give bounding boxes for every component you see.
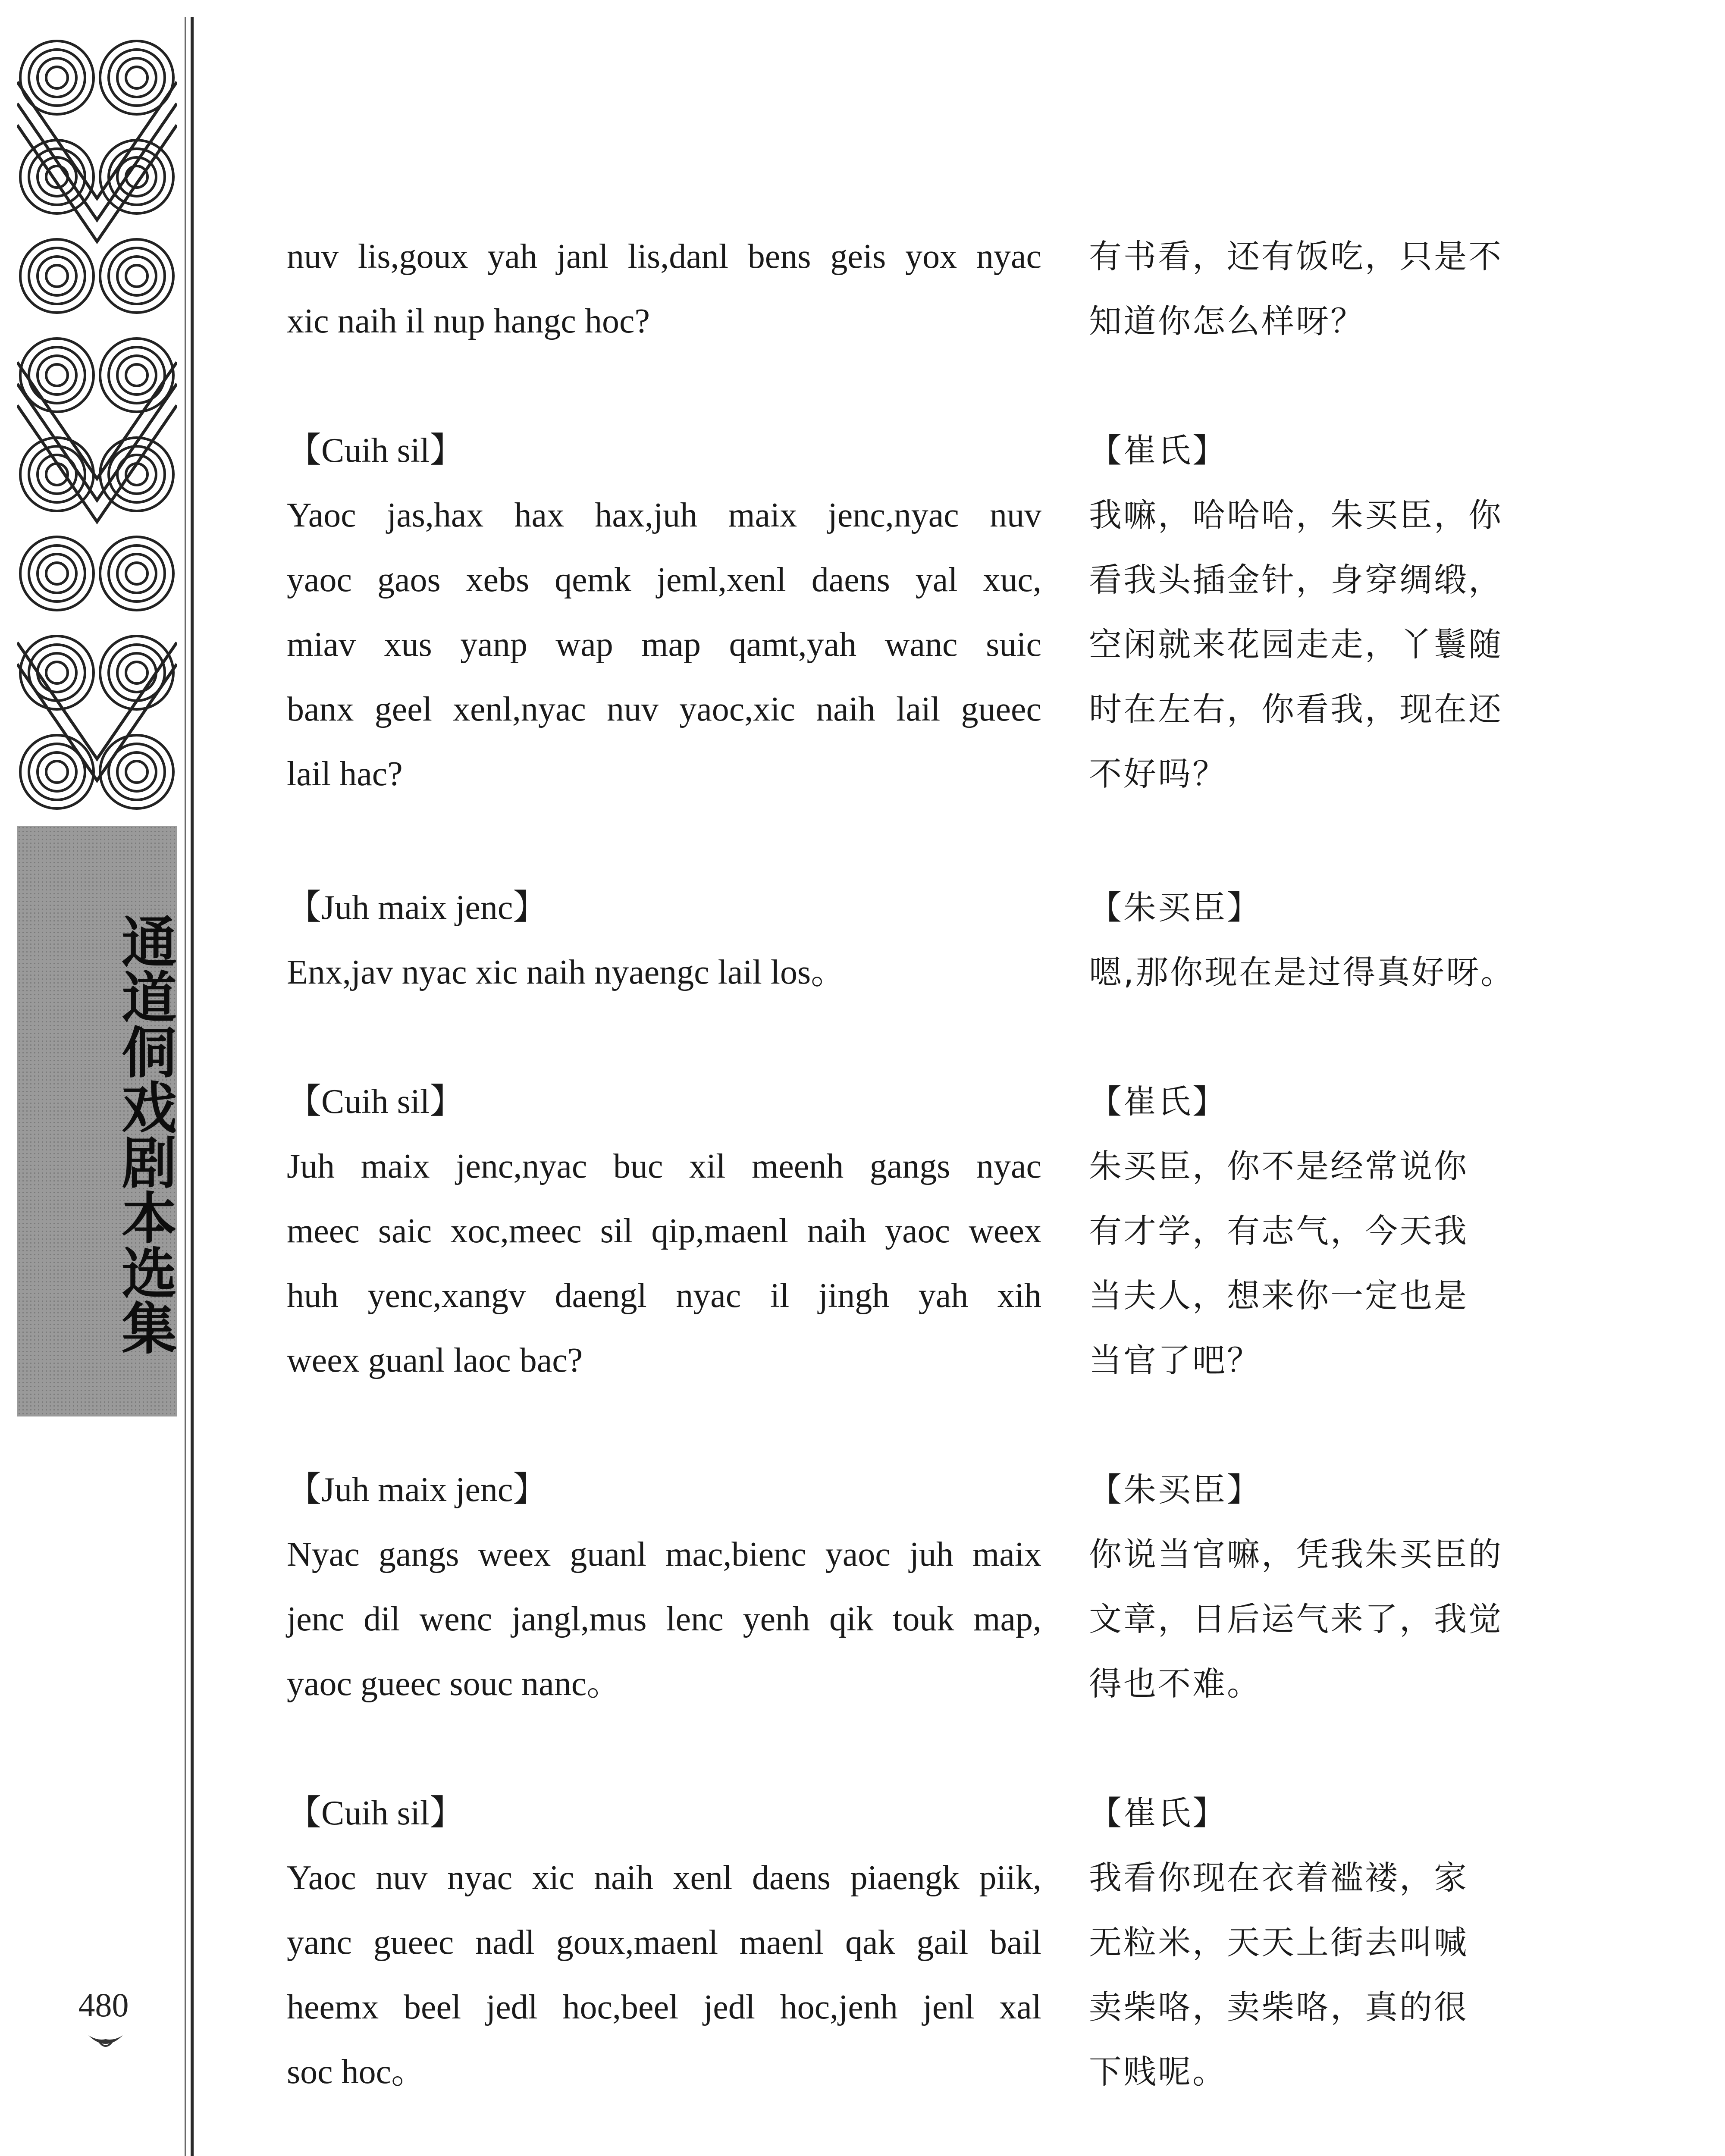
chinese-block [1089, 224, 1555, 354]
pinyin-block [287, 875, 1041, 1005]
chinese-line: 有书看，还有饭吃，只是不 [1089, 237, 1503, 276]
chinese-line: 你说当官嘛，凭我朱买臣的 [1089, 1535, 1503, 1573]
pinyin-line: yaoc gueec souc nanc。 [287, 1665, 621, 1703]
pinyin-block [287, 224, 1041, 354]
chinese-line: 卖柴咯，卖柴咯，真的很 [1089, 1988, 1468, 2026]
chinese-line: 我看你现在衣着褴褛，家 [1089, 1858, 1468, 1897]
pinyin-speaker: 【Cuih sil】 [287, 432, 464, 470]
decorative-wave-band [17, 17, 177, 828]
chinese-line: 当夫人，想来你一定也是 [1089, 1276, 1468, 1315]
pinyin-line: banx geel xenl,nyac nuv yaoc,xic naih lail gueec [287, 690, 1041, 728]
chinese-speaker: 【崔氏】 [1089, 1082, 1227, 1121]
pinyin-line: yanc gueec nadl goux,maenl maenl qak gail bail [287, 1924, 1041, 1962]
chinese-line: 无粒米，天天上街去叫喊 [1089, 1923, 1468, 1962]
margin-rule-thin [185, 17, 186, 2156]
chinese-block [1089, 1069, 1555, 1393]
pinyin-line: soc hoc。 [287, 2053, 426, 2091]
page-ornament-icon [86, 2033, 125, 2053]
chinese-line: 看我头插金针，身穿绸缎， [1089, 561, 1503, 599]
chinese-speaker: 【崔氏】 [1089, 431, 1227, 470]
pinyin-block [287, 1781, 1041, 2104]
pinyin-line: nuv lis,goux yah janl lis,danl bens geis yox nyac [287, 238, 1041, 276]
pinyin-line: xic naih il nup hangc hoc? [287, 302, 650, 340]
chinese-speaker: 【朱买臣】 [1089, 1470, 1261, 1509]
pinyin-speaker: 【Cuih sil】 [287, 1794, 464, 1832]
pinyin-block [287, 1069, 1041, 1393]
pinyin-line: yaoc gaos xebs qemk jeml,xenl daens yal xuc, [287, 561, 1041, 599]
chinese-line: 下贱呢。 [1089, 2053, 1227, 2091]
chinese-line: 有才学，有志气，今天我 [1089, 1212, 1468, 1250]
chinese-speaker: 【朱买臣】 [1089, 888, 1261, 927]
chinese-line: 当官了吧？ [1089, 1341, 1261, 1379]
chinese-line: 朱买臣，你不是经常说你 [1089, 1147, 1468, 1185]
chinese-line: 知道你怎么样呀？ [1089, 302, 1365, 340]
margin-rule [191, 17, 194, 2156]
chinese-line: 空闲就来花园走走，丫鬟随 [1089, 625, 1503, 664]
pinyin-line: Nyac gangs weex guanl mac,bienc yaoc juh maix [287, 1536, 1041, 1573]
pinyin-line: meec saic xoc,meec sil qip,maenl naih yaoc weex [287, 1212, 1041, 1250]
chinese-line: 我嘛，哈哈哈，朱买臣，你 [1089, 496, 1503, 534]
pinyin-line: Yaoc jas,hax hax hax,juh maix jenc,nyac nuv [287, 496, 1041, 534]
chinese-line: 时在左右，你看我，现在还 [1089, 690, 1503, 728]
chinese-line: 不好吗？ [1089, 755, 1227, 793]
pinyin-speaker: 【Juh maix jenc】 [287, 889, 548, 927]
chinese-line: 嗯,那你现在是过得真好呀。 [1089, 953, 1515, 991]
chinese-line: 文章，日后运气来了，我觉 [1089, 1600, 1503, 1638]
pinyin-line: huh yenc,xangv daengl nyac il jingh yah xih [287, 1277, 1041, 1315]
book-title-band [17, 826, 177, 1416]
pinyin-line: miav xus yanp wap map qamt,yah wanc suic [287, 626, 1041, 664]
chinese-block [1089, 1457, 1555, 1716]
chinese-line: 得也不难。 [1089, 1664, 1261, 1703]
pinyin-line: heemx beel jedl hoc,beel jedl hoc,jenh jenl xal [287, 1988, 1041, 2026]
pinyin-line: Juh maix jenc,nyac buc xil meenh gangs nyac [287, 1147, 1041, 1185]
pinyin-line: lail hac? [287, 755, 403, 793]
pinyin-line: jenc dil wenc jangl,mus lenc yenh qik touk map, [287, 1600, 1041, 1638]
chinese-block [1089, 418, 1555, 806]
chinese-block [1089, 1781, 1555, 2104]
pinyin-block [287, 418, 1041, 806]
pinyin-line: Yaoc nuv nyac xic naih xenl daens piaengk piik, [287, 1859, 1041, 1897]
chinese-block [1089, 875, 1555, 1005]
book-title: 通道侗戏剧本选集 [112, 913, 177, 1355]
pinyin-line: Enx,jav nyac xic naih nyaengc lail los。 [287, 953, 846, 991]
wave-pattern-icon [17, 17, 177, 828]
pinyin-block [287, 1457, 1041, 1716]
pinyin-speaker: 【Cuih sil】 [287, 1083, 464, 1121]
pinyin-speaker: 【Juh maix jenc】 [287, 1471, 548, 1509]
pinyin-line: weex guanl laoc bac? [287, 1341, 583, 1379]
page-number: 480 [78, 1986, 129, 2024]
chinese-speaker: 【崔氏】 [1089, 1794, 1227, 1832]
